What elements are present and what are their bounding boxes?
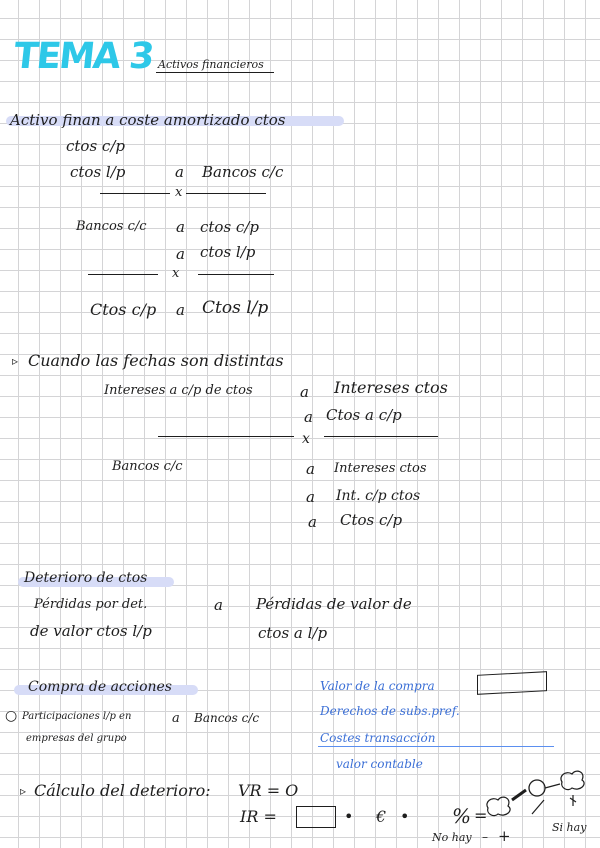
page-title: TEMA 3 [11,36,155,77]
entry-participaciones: Participaciones l/p en [22,711,132,722]
scribble-icon [482,770,592,820]
entry-perdidas-valor: Pérdidas de valor de [256,595,412,613]
entry-perdidas-det: Pérdidas por det. [34,597,148,612]
entry-ctos-cp: Ctos c/p [90,300,157,319]
entry-valor-ctos-lp: de valor ctos l/p [30,622,152,640]
entry-ctos-lp: ctos l/p [70,163,126,181]
subtitle-underline [156,72,274,73]
formula-ir: IR = [240,807,277,826]
section-heading-compra: Compra de acciones [28,679,172,695]
note-costes: Costes transacción [320,731,436,745]
section-heading-calculo: Cálculo del deterioro: [34,781,211,800]
journal-line [324,436,438,437]
entry-intereses-ctos: Intereses ctos [334,378,448,397]
formula-vr: VR = O [238,781,299,800]
entry-a: a [308,513,317,531]
journal-x: x [302,431,310,447]
entry-a: a [175,163,184,181]
entry-a: a [306,488,315,506]
entry-bancos: Bancos c/c [76,219,147,234]
page-subtitle: Activos financieros [158,58,264,71]
entry-a: a [306,460,315,478]
formula-percent: % [452,804,472,828]
note-valor-contable: valor contable [336,757,423,771]
blank-box [477,671,547,695]
sum-line [318,746,554,747]
formula-euro: € [376,807,387,826]
entry-ctos-a-cp: Ctos a c/p [326,406,402,424]
entry-ctos-cp: Ctos c/p [340,511,403,529]
note-no-hay: No hay [432,831,472,844]
formula-eq: = [474,806,488,825]
journal-line [88,274,158,275]
entry-a: a [176,301,185,319]
note-derechos: Derechos de subs.pref. [320,704,460,718]
entry-a: a [176,245,185,263]
entry-ctos-cp: ctos c/p [66,137,125,155]
entry-bancos: Bancos c/c [194,711,260,725]
journal-line [158,436,294,437]
entry-a: a [214,596,223,614]
journal-x: x [175,185,183,200]
entry-bancos: Bancos c/c [112,459,183,474]
section-heading-fechas: Cuando las fechas son distintas [28,351,284,370]
formula-plus: + [498,827,511,845]
entry-ctos-a-lp: ctos a l/p [258,624,328,642]
circle-bullet-icon: ○ [5,708,18,724]
journal-x: x [172,266,180,281]
journal-line [186,193,266,194]
entry-ctos-lp: ctos l/p [200,243,256,261]
note-si-hay: Si hay [552,821,587,834]
dot-icon: • [344,807,354,826]
entry-a: a [300,383,309,401]
dash-icon: – [482,830,488,844]
section-heading-activo: Activo finan a coste amortizado ctos [10,111,286,129]
entry-ctos-cp: ctos c/p [200,218,259,236]
journal-line [198,274,274,275]
entry-empresas-grupo: empresas del grupo [26,733,127,744]
entry-a: a [172,711,180,726]
entry-intereses-cp: Intereses a c/p de ctos [104,383,253,398]
section-heading-deterioro: Deterioro de ctos [24,570,148,586]
entry-ctos-lp: Ctos l/p [202,298,269,318]
entry-bancos: Bancos c/c [202,163,284,181]
entry-intereses-ctos: Intereses ctos [334,461,427,476]
blank-box [296,806,336,828]
note-valor-compra: Valor de la compra [320,679,435,693]
journal-line [100,193,170,194]
entry-a: a [176,218,185,236]
dot-icon: • [400,807,410,826]
arrow-icon: ▹ [20,784,27,798]
entry-a: a [304,408,313,426]
arrow-icon: ▹ [12,354,19,368]
entry-int-cp-ctos: Int. c/p ctos [336,488,421,504]
